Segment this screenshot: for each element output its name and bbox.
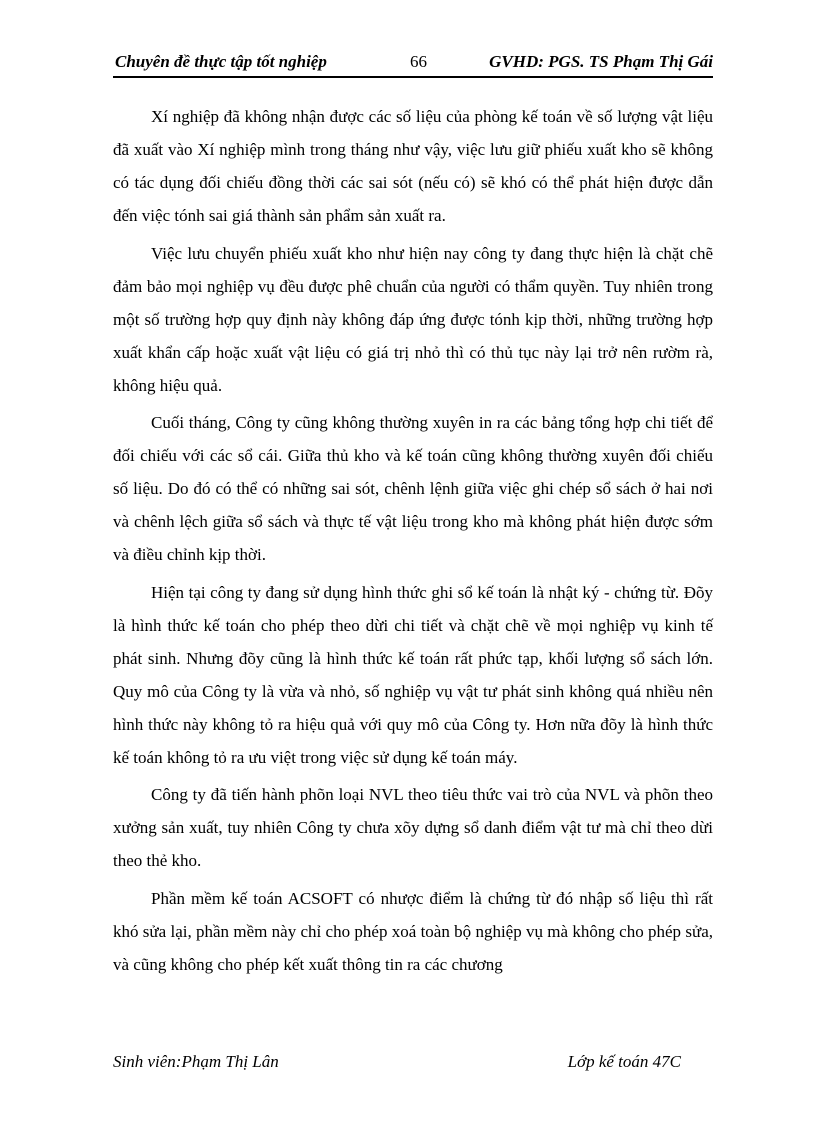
paragraph: Xí nghiệp đã không nhận được các số liệu của phòng kế toán về số lượng vật liệu đã xuất vào Xí nghiệp mình trong tháng như vậy, việc lưu giữ phiếu xuất kho sẽ không có tác dụng đối chiếu đồng thời các sai sót (nếu có) sẽ khó có thể phát hiện được dẫn đến việc tónh sai giá thành sản phẩm sản xuất ra. — [113, 107, 713, 225]
page-number: 66 — [410, 52, 427, 71]
advisor-name: GVHD: PGS. TS Phạm Thị Gái — [489, 52, 713, 71]
paragraph: Việc lưu chuyển phiếu xuất kho như hiện nay công ty đang thực hiện là chặt chẽ đảm bảo mọi nghiệp vụ đều được phê chuẩn của người có thẩm quyền. Tuy nhiên trong một số trường hợp quy định này không đáp ứng được tónh kịp thời, những trường hợp xuất khẩn cấp hoặc xuất vật liệu có giá trị nhỏ thì có thủ tục này lại trở nên rườm rà, không hiệu quả. — [113, 243, 713, 395]
student-name: Sinh viên:Phạm Thị Lân — [113, 1052, 279, 1071]
page-header — [113, 50, 713, 78]
paragraph: Cuối tháng, Công ty cũng không thường xuyên in ra các bảng tổng hợp chi tiết để đối chiếu với các sổ cái. Giữa thủ kho và kế toán cũng không thường xuyên đối chiếu số liệu. Do đó có thể có những sai sót, chênh lệnh giữa việc ghi chép sổ sách ở hai nơi và chênh lệch giữa sổ sách và thực tế vật liệu trong kho mà không phát hiện được sớm và điều chỉnh kịp thời. — [113, 413, 713, 564]
paragraph: Hiện tại công ty đang sử dụng hình thức ghi sổ kế toán là nhật ký - chứng từ. Đõy là hình thức kế toán cho phép theo dừi chi tiết và chặt chẽ về mọi nghiệp vụ kinh tế phát sinh. Nhưng đõy cũng là hình thức kế toán rất phức tạp, khối lượng sổ sách lớn. Quy mô của Công ty là vừa và nhỏ, số nghiệp vụ vật tư phát sinh không quá nhiều nên hình thức này không tỏ ra hiệu quả với quy mô của Công ty. Hơn nữa đõy là hình thức kế toán không tỏ ra ưu việt trong việc sử dụng kế toán máy. — [113, 582, 713, 767]
document-body — [113, 100, 713, 985]
class-name: Lớp kế toán 47C — [567, 1052, 681, 1071]
paragraph: Phần mềm kế toán ACSOFT có nhược điểm là chứng từ đó nhập số liệu thì rất khó sửa lại, phần mềm này chỉ cho phép xoá toàn bộ nghiệp vụ mà không cho phép sửa, và cũng không cho phép kết xuất thông tin ra các chương — [113, 888, 713, 974]
paragraph: Công ty đã tiến hành phõn loại NVL theo tiêu thức vai trò của NVL và phõn theo xưởng sản xuất, tuy nhiên Công ty chưa xõy dựng sổ danh điểm vật tư mà chỉ theo dừi theo thẻ kho. — [113, 785, 713, 870]
report-title: Chuyên đề thực tập tốt nghiệp — [115, 52, 327, 71]
